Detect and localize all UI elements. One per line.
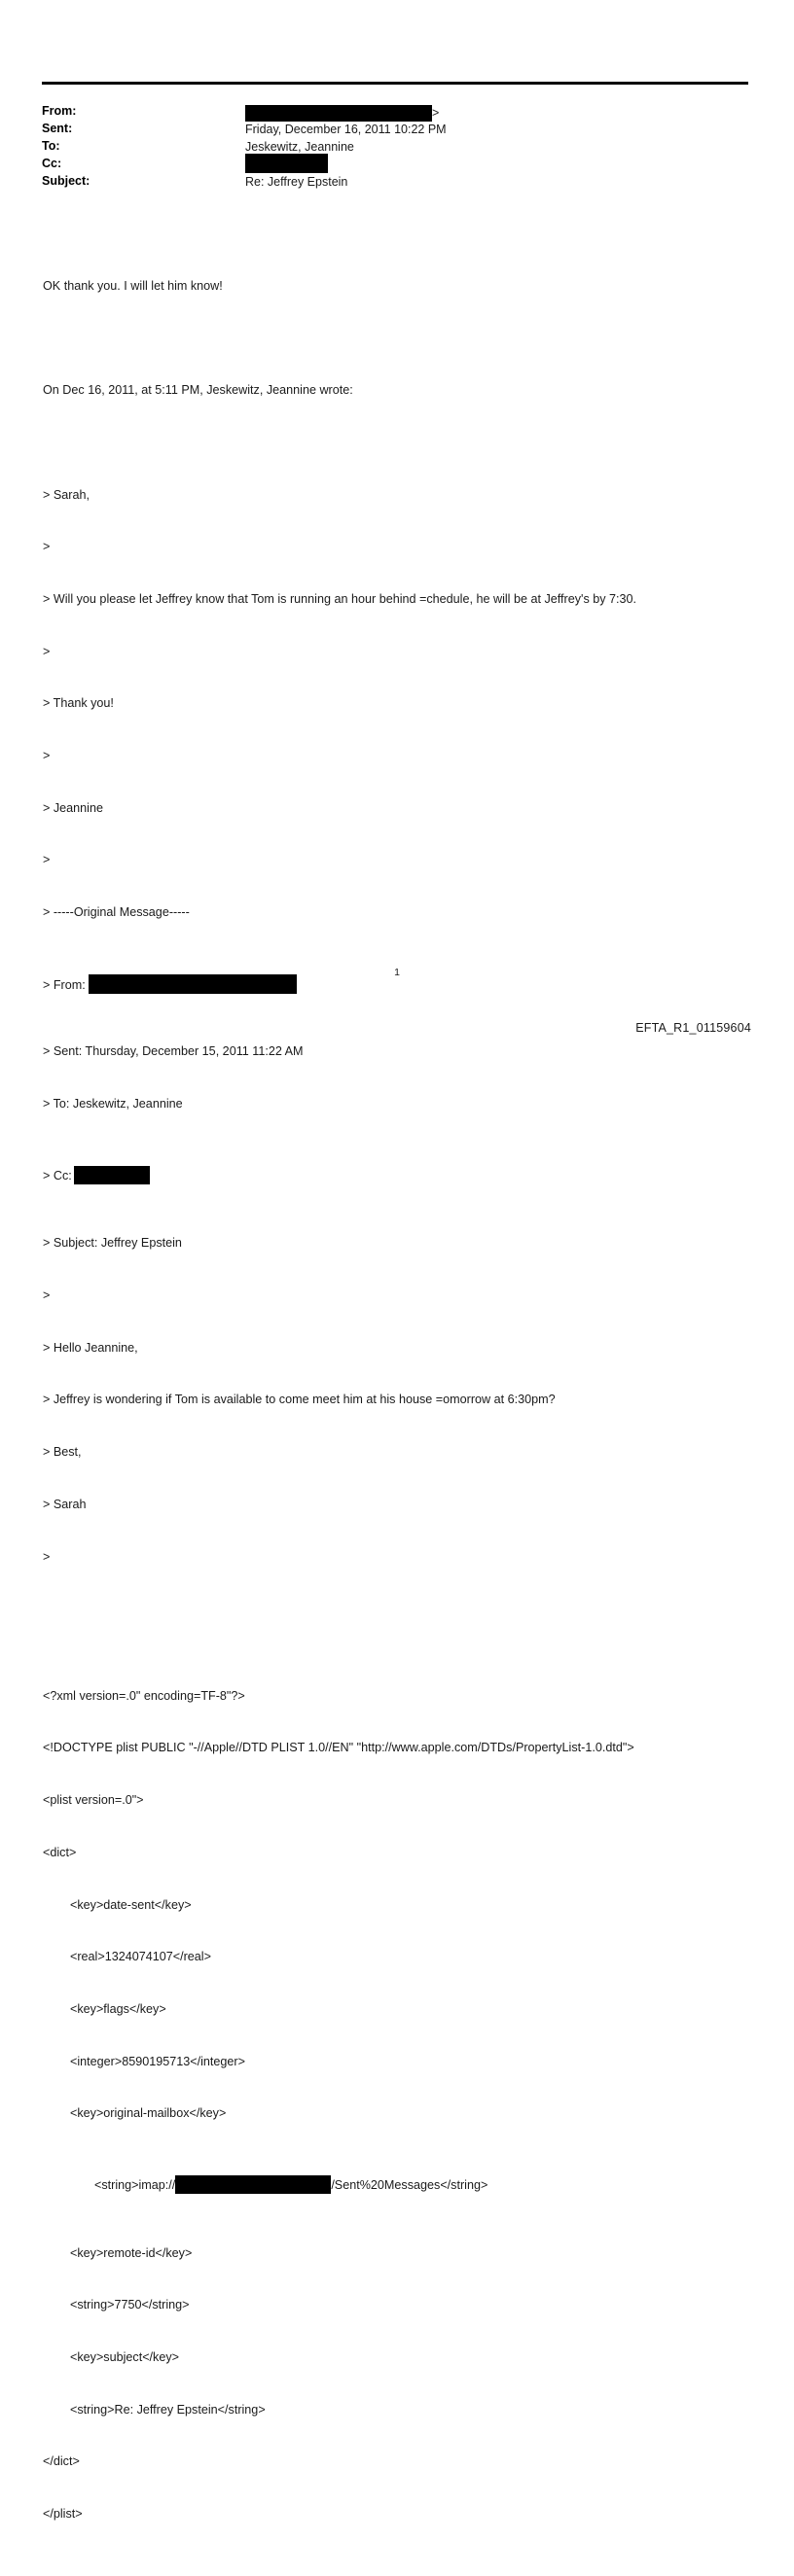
body-line: > Hello Jeannine, bbox=[43, 1340, 138, 1355]
header-label-from: From: bbox=[42, 104, 77, 118]
header-value-from bbox=[245, 105, 439, 122]
xml-line: <dict> bbox=[43, 1845, 77, 1859]
header-row-to bbox=[42, 139, 752, 157]
header-label-to: To: bbox=[42, 139, 60, 153]
body-line: > bbox=[43, 749, 51, 763]
header-value-to: Jeskewitz, Jeannine bbox=[245, 140, 354, 154]
xml-line: <key>original-mailbox</key> bbox=[43, 2106, 227, 2121]
body-spacer bbox=[43, 1618, 763, 1636]
body-spacer bbox=[43, 435, 763, 452]
body-line-from-prefix: > From: bbox=[43, 977, 86, 992]
xml-line: <real>1324074107</real> bbox=[43, 1950, 211, 1964]
redaction-bar-mailbox bbox=[175, 2175, 331, 2194]
body-line: > Jeffrey is wondering if Tom is available to come meet him at his house =omorrow at 6:30pm? bbox=[43, 1393, 556, 1407]
xml-line: <key>subject</key> bbox=[43, 2349, 180, 2364]
body-line: > Will you please let Jeffrey know that Tom is running an hour behind =chedule, he will be at Jeffrey's by 7:30. bbox=[43, 591, 637, 606]
header-label-cc: Cc: bbox=[42, 157, 62, 170]
xml-string-suffix: /Sent%20Messages</string> bbox=[331, 2177, 488, 2192]
body-line: > Sarah bbox=[43, 1497, 87, 1511]
header-label-subject: Subject: bbox=[42, 174, 90, 188]
xml-line: <string>Re: Jeffrey Epstein</string> bbox=[43, 2402, 266, 2417]
header-value-subject: Re: Jeffrey Epstein bbox=[245, 175, 348, 189]
xml-line: <integer>8590195713</integer> bbox=[43, 2054, 245, 2068]
bates-number: EFTA_R1_01159604 bbox=[635, 1021, 751, 1035]
body-line: > bbox=[43, 644, 51, 658]
body-line: > bbox=[43, 1549, 51, 1564]
body-line: > Thank you! bbox=[43, 696, 114, 711]
body-line: OK thank you. I will let him know! bbox=[43, 278, 223, 293]
email-body bbox=[43, 226, 763, 2576]
body-line: > -----Original Message----- bbox=[43, 905, 190, 920]
xml-line: <?xml version=.0" encoding=TF-8"?> bbox=[43, 1688, 245, 1703]
xml-line: </plist> bbox=[43, 2507, 83, 2522]
redaction-bar-from bbox=[245, 105, 432, 122]
body-line: > Best, bbox=[43, 1445, 82, 1460]
body-line: > bbox=[43, 540, 51, 554]
header-row-from bbox=[42, 104, 752, 122]
xml-line: <string>7750</string> bbox=[43, 2298, 190, 2312]
body-line: > To: Jeskewitz, Jeannine bbox=[43, 1097, 183, 1112]
redaction-bar-cc bbox=[245, 154, 328, 173]
xml-line: </dict> bbox=[43, 2454, 80, 2469]
xml-line: <plist version=.0"> bbox=[43, 1793, 144, 1808]
header-value-from-suffix: > bbox=[432, 105, 440, 120]
body-line: > bbox=[43, 853, 51, 867]
header-value-cc bbox=[245, 154, 328, 173]
xml-string-prefix: <string>imap:// bbox=[94, 2177, 176, 2192]
body-spacer bbox=[43, 330, 763, 347]
body-line: On Dec 16, 2011, at 5:11 PM, Jeskewitz, Jeannine wrote: bbox=[43, 383, 353, 398]
body-line: > bbox=[43, 1288, 51, 1302]
body-line: > Subject: Jeffrey Epstein bbox=[43, 1236, 182, 1251]
body-line-cc-prefix: > Cc: bbox=[43, 1168, 72, 1182]
redaction-bar-quoted-cc bbox=[74, 1166, 150, 1184]
body-line: > Sarah, bbox=[43, 487, 90, 502]
header-label-sent: Sent: bbox=[42, 122, 73, 135]
email-header-block bbox=[42, 104, 752, 192]
xml-line: <!DOCTYPE plist PUBLIC "-//Apple//DTD PLIST 1.0//EN" "http://www.apple.com/DTDs/PropertyList-1.0.dtd"> bbox=[43, 1741, 634, 1755]
xml-line-original-mailbox-value bbox=[43, 2175, 763, 2193]
header-row-sent bbox=[42, 122, 752, 139]
body-line-cc-redacted bbox=[43, 1166, 763, 1183]
header-divider-rule bbox=[42, 82, 748, 85]
header-value-sent: Friday, December 16, 2011 10:22 PM bbox=[245, 123, 447, 136]
page-number: 1 bbox=[394, 967, 400, 978]
header-row-subject bbox=[42, 174, 752, 192]
xml-line: <key>remote-id</key> bbox=[43, 2245, 193, 2260]
xml-line: <key>date-sent</key> bbox=[43, 1897, 192, 1912]
body-line: > Sent: Thursday, December 15, 2011 11:22 AM bbox=[43, 1044, 304, 1059]
xml-line: <key>flags</key> bbox=[43, 2001, 166, 2016]
body-line: > Jeannine bbox=[43, 800, 103, 815]
header-row-cc bbox=[42, 157, 752, 174]
